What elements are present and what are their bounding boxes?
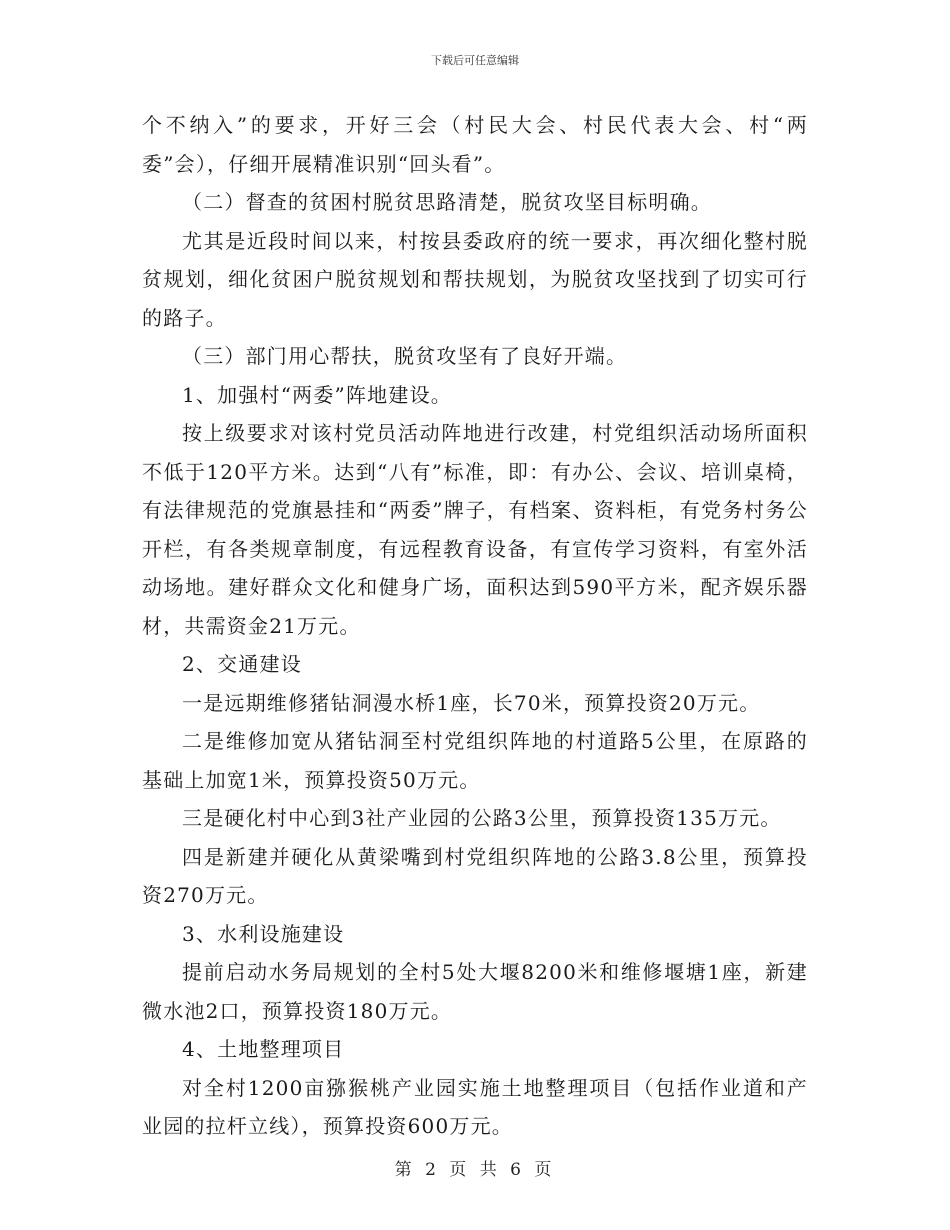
list-item: 四是新建并硬化从黄梁嘴到村党组织阵地的公路3.8公里，预算投资270万元。 — [142, 844, 808, 907]
list-item: 二是维修加宽从猪钻洞至村党组织阵地的村道路5公里，在原路的基础上加宽1米，预算投资50万元。 — [142, 729, 808, 792]
paragraph: 按上级要求对该村党员活动阵地进行改建，村党组织活动场所面积不低于120平方米。达到“八有”标准，即：有办公、会议、培训桌椅，有法律规范的党旗悬挂和“两委”牌子，有档案、资料柜，有党务村务公开栏，有各类规章制度，有远程教育设备，有宣传学习资料，有室外活动场地。建好群众文化和健身广场，面积达到590平方米，配齐娱乐器材，共需资金21万元。 — [142, 421, 808, 638]
subsection-heading: 3、水利设施建设 — [182, 921, 345, 946]
section-heading: （二）督查的贫困村脱贫思路清楚，脱贫攻坚目标明确。 — [182, 190, 712, 214]
page-header-note: 下载后可任意编辑 — [431, 54, 519, 67]
subsection-heading: 2、交通建设 — [182, 652, 302, 676]
paragraph: 尤其是近段时间以来，村按县委政府的统一要求，再次细化整村脱贫规划，细化贫困户脱贫规划和帮扶规划，为脱贫攻坚找到了切实可行的路子。 — [142, 228, 808, 330]
list-item: 一是远期维修猪钻洞漫水桥1座，长70米，预算投资20万元。 — [182, 690, 761, 715]
list-item: 三是硬化村中心到3社产业园的公路3公里，预算投资135万元。 — [182, 806, 782, 830]
paragraph: 个不纳入”的要求，开好三会（村民大会、村民代表大会、村“两委”会），仔细开展精准识别“回头看”。 — [142, 113, 808, 176]
paragraph: 对全村1200亩猕猴桃产业园实施土地整理项目（包括作业道和产业园的拉杆立线），预算投资600万元。 — [142, 1075, 808, 1138]
subsection-heading: 1、加强村“两委”阵地建设。 — [182, 382, 452, 407]
subsection-heading: 4、土地整理项目 — [182, 1037, 345, 1061]
paragraph: 提前启动水务局规划的全村5处大堰8200米和维修堰塘1座，新建微水池2口，预算投资180万元。 — [142, 960, 808, 1023]
page-number: 第 2 页 共 6 页 — [394, 1160, 556, 1180]
section-heading: （三）部门用心帮扶，脱贫攻坚有了良好开端。 — [182, 344, 628, 368]
document-body — [142, 106, 808, 1146]
